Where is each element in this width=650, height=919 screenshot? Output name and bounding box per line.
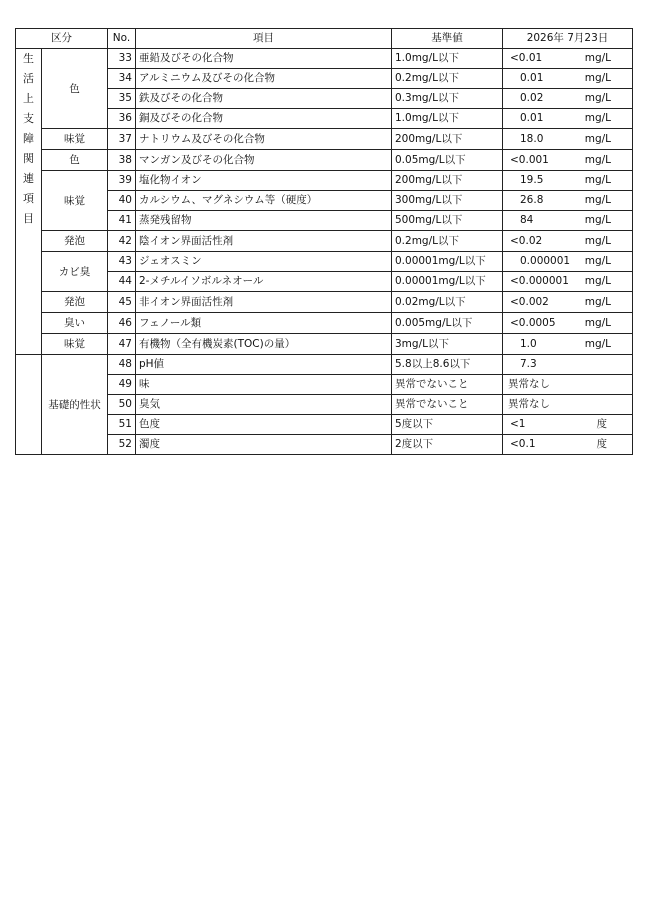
table-row — [16, 334, 633, 355]
header-standard: 基準値 — [392, 29, 503, 49]
row-no: 42 — [108, 231, 136, 252]
row-no: 44 — [108, 272, 136, 292]
result-unit: mg/L — [584, 234, 611, 247]
row-item: 銅及びその化合物 — [136, 109, 392, 129]
category-label: 発泡 — [42, 292, 108, 313]
row-result — [503, 435, 633, 455]
result-value: 0.000001 — [520, 255, 571, 268]
table-row — [16, 191, 633, 211]
row-standard: 0.3mg/L以下 — [392, 89, 503, 109]
table-row — [16, 109, 633, 129]
row-result — [503, 171, 633, 191]
row-result — [503, 395, 633, 415]
result-unit: mg/L — [584, 174, 611, 187]
result-unit: mg/L — [584, 153, 611, 166]
table-row — [16, 129, 633, 150]
result-value: 0.02 — [520, 92, 544, 105]
row-item: カルシウム、マグネシウム等（硬度） — [136, 191, 392, 211]
table-row — [16, 252, 633, 272]
row-no: 49 — [108, 375, 136, 395]
result-value: <0.1 — [510, 438, 536, 451]
row-item: マンガン及びその化合物 — [136, 150, 392, 171]
row-no: 51 — [108, 415, 136, 435]
row-standard: 0.00001mg/L以下 — [392, 252, 503, 272]
row-no: 48 — [108, 355, 136, 375]
group-label-empty — [16, 355, 42, 455]
row-result — [503, 69, 633, 89]
result-value: 84 — [520, 214, 534, 227]
row-item: アルミニウム及びその化合物 — [136, 69, 392, 89]
row-standard: 異常でないこと — [392, 375, 503, 395]
category-label: 味覚 — [42, 171, 108, 231]
header-category: 区分 — [16, 29, 108, 49]
table-row — [16, 231, 633, 252]
row-no: 34 — [108, 69, 136, 89]
row-item: 味 — [136, 375, 392, 395]
result-value: <0.0005 — [510, 316, 556, 329]
category-label: 味覚 — [42, 334, 108, 355]
row-no: 45 — [108, 292, 136, 313]
group-label-char: 項 — [23, 192, 34, 205]
row-standard: 0.00001mg/L以下 — [392, 272, 503, 292]
row-result — [503, 355, 633, 375]
row-no: 33 — [108, 49, 136, 69]
row-no: 41 — [108, 211, 136, 231]
row-result — [503, 375, 633, 395]
result-value: <0.002 — [510, 295, 549, 308]
row-standard: 200mg/L以下 — [392, 129, 503, 150]
header-row — [16, 29, 633, 49]
row-item: ナトリウム及びその化合物 — [136, 129, 392, 150]
table-row — [16, 313, 633, 334]
category-label: 味覚 — [42, 129, 108, 150]
category-label: 発泡 — [42, 231, 108, 252]
water-quality-table — [15, 28, 633, 455]
row-standard: 0.2mg/L以下 — [392, 231, 503, 252]
result-unit: mg/L — [584, 112, 611, 125]
result-value: <1 — [510, 418, 526, 431]
row-standard: 0.2mg/L以下 — [392, 69, 503, 89]
row-no: 52 — [108, 435, 136, 455]
result-unit: mg/L — [584, 92, 611, 105]
result-value: <0.02 — [510, 234, 543, 247]
result-unit: mg/L — [584, 255, 611, 268]
row-no: 37 — [108, 129, 136, 150]
result-value: 0.01 — [520, 72, 544, 85]
row-item: 塩化物イオン — [136, 171, 392, 191]
row-standard: 1.0mg/L以下 — [392, 49, 503, 69]
result-unit: mg/L — [584, 275, 611, 288]
result-value: 7.3 — [520, 358, 537, 371]
table-row — [16, 171, 633, 191]
result-value: 19.5 — [520, 174, 544, 187]
row-result — [503, 231, 633, 252]
result-unit: mg/L — [584, 194, 611, 207]
group-label-char: 関 — [23, 152, 34, 165]
row-result — [503, 129, 633, 150]
result-value: 0.01 — [520, 112, 544, 125]
row-no: 47 — [108, 334, 136, 355]
table-row — [16, 435, 633, 455]
result-unit: mg/L — [584, 72, 611, 85]
group-label-char: 連 — [23, 172, 34, 185]
result-value: 26.8 — [520, 194, 544, 207]
row-standard: 0.005mg/L以下 — [392, 313, 503, 334]
row-result — [503, 292, 633, 313]
row-no: 39 — [108, 171, 136, 191]
table-row — [16, 355, 633, 375]
table-row — [16, 395, 633, 415]
result-value: <0.000001 — [510, 275, 569, 288]
row-standard: 300mg/L以下 — [392, 191, 503, 211]
category-label: 色 — [42, 150, 108, 171]
group-label-char: 上 — [23, 92, 34, 105]
table-row — [16, 69, 633, 89]
row-result — [503, 49, 633, 69]
result-unit: mg/L — [584, 132, 611, 145]
row-item: ジェオスミン — [136, 252, 392, 272]
header-no: No. — [108, 29, 136, 49]
result-value: 異常なし — [508, 398, 550, 411]
row-result — [503, 150, 633, 171]
row-standard: 2度以下 — [392, 435, 503, 455]
row-result — [503, 272, 633, 292]
row-item: 臭気 — [136, 395, 392, 415]
result-value: <0.01 — [510, 52, 543, 65]
row-no: 43 — [108, 252, 136, 272]
row-standard: 3mg/L以下 — [392, 334, 503, 355]
result-unit: 度 — [596, 438, 607, 451]
result-value: 18.0 — [520, 132, 544, 145]
row-item: 非イオン界面活性剤 — [136, 292, 392, 313]
table-row — [16, 375, 633, 395]
table-row — [16, 211, 633, 231]
category-label: 基礎的性状 — [42, 355, 108, 455]
header-item: 項目 — [136, 29, 392, 49]
result-unit: mg/L — [584, 295, 611, 308]
row-standard: 500mg/L以下 — [392, 211, 503, 231]
group-label-char: 活 — [23, 72, 34, 85]
row-item: 亜鉛及びその化合物 — [136, 49, 392, 69]
table-row — [16, 415, 633, 435]
category-label: 色 — [42, 49, 108, 129]
row-result — [503, 313, 633, 334]
row-item: 蒸発残留物 — [136, 211, 392, 231]
row-no: 46 — [108, 313, 136, 334]
row-standard: 0.02mg/L以下 — [392, 292, 503, 313]
row-standard: 1.0mg/L以下 — [392, 109, 503, 129]
group-label-char: 障 — [23, 132, 34, 145]
row-no: 40 — [108, 191, 136, 211]
result-unit: mg/L — [584, 52, 611, 65]
table-row — [16, 49, 633, 69]
row-result — [503, 415, 633, 435]
row-item: pH値 — [136, 355, 392, 375]
category-label: 臭い — [42, 313, 108, 334]
row-result — [503, 334, 633, 355]
category-label: カビ臭 — [42, 252, 108, 292]
result-unit: mg/L — [584, 337, 611, 350]
result-value: 異常なし — [508, 378, 550, 391]
result-value: 1.0 — [520, 337, 537, 350]
table-row — [16, 150, 633, 171]
row-standard: 5度以下 — [392, 415, 503, 435]
table-row — [16, 272, 633, 292]
result-unit: mg/L — [584, 316, 611, 329]
row-standard: 異常でないこと — [392, 395, 503, 415]
row-standard: 0.05mg/L以下 — [392, 150, 503, 171]
row-item: 色度 — [136, 415, 392, 435]
row-no: 35 — [108, 89, 136, 109]
row-result — [503, 89, 633, 109]
row-standard: 200mg/L以下 — [392, 171, 503, 191]
row-no: 50 — [108, 395, 136, 415]
row-standard: 5.8以上8.6以下 — [392, 355, 503, 375]
group-label-char: 支 — [23, 112, 34, 125]
header-date: 2026年 7月23日 — [503, 29, 633, 49]
group-label-char: 生 — [23, 52, 34, 65]
row-no: 38 — [108, 150, 136, 171]
row-item: 鉄及びその化合物 — [136, 89, 392, 109]
result-unit: mg/L — [584, 214, 611, 227]
result-unit: 度 — [596, 418, 607, 431]
row-item: 有機物（全有機炭素(TOC)の量） — [136, 334, 392, 355]
row-no: 36 — [108, 109, 136, 129]
row-item: 2-メチルイソボルネオール — [136, 272, 392, 292]
row-result — [503, 211, 633, 231]
table-row — [16, 89, 633, 109]
result-value: <0.001 — [510, 153, 549, 166]
group-label — [16, 49, 42, 355]
row-result — [503, 191, 633, 211]
row-item: フェノール類 — [136, 313, 392, 334]
row-item: 濁度 — [136, 435, 392, 455]
table-row — [16, 292, 633, 313]
row-item: 陰イオン界面活性剤 — [136, 231, 392, 252]
row-result — [503, 109, 633, 129]
group-label-char: 目 — [23, 212, 34, 225]
row-result — [503, 252, 633, 272]
